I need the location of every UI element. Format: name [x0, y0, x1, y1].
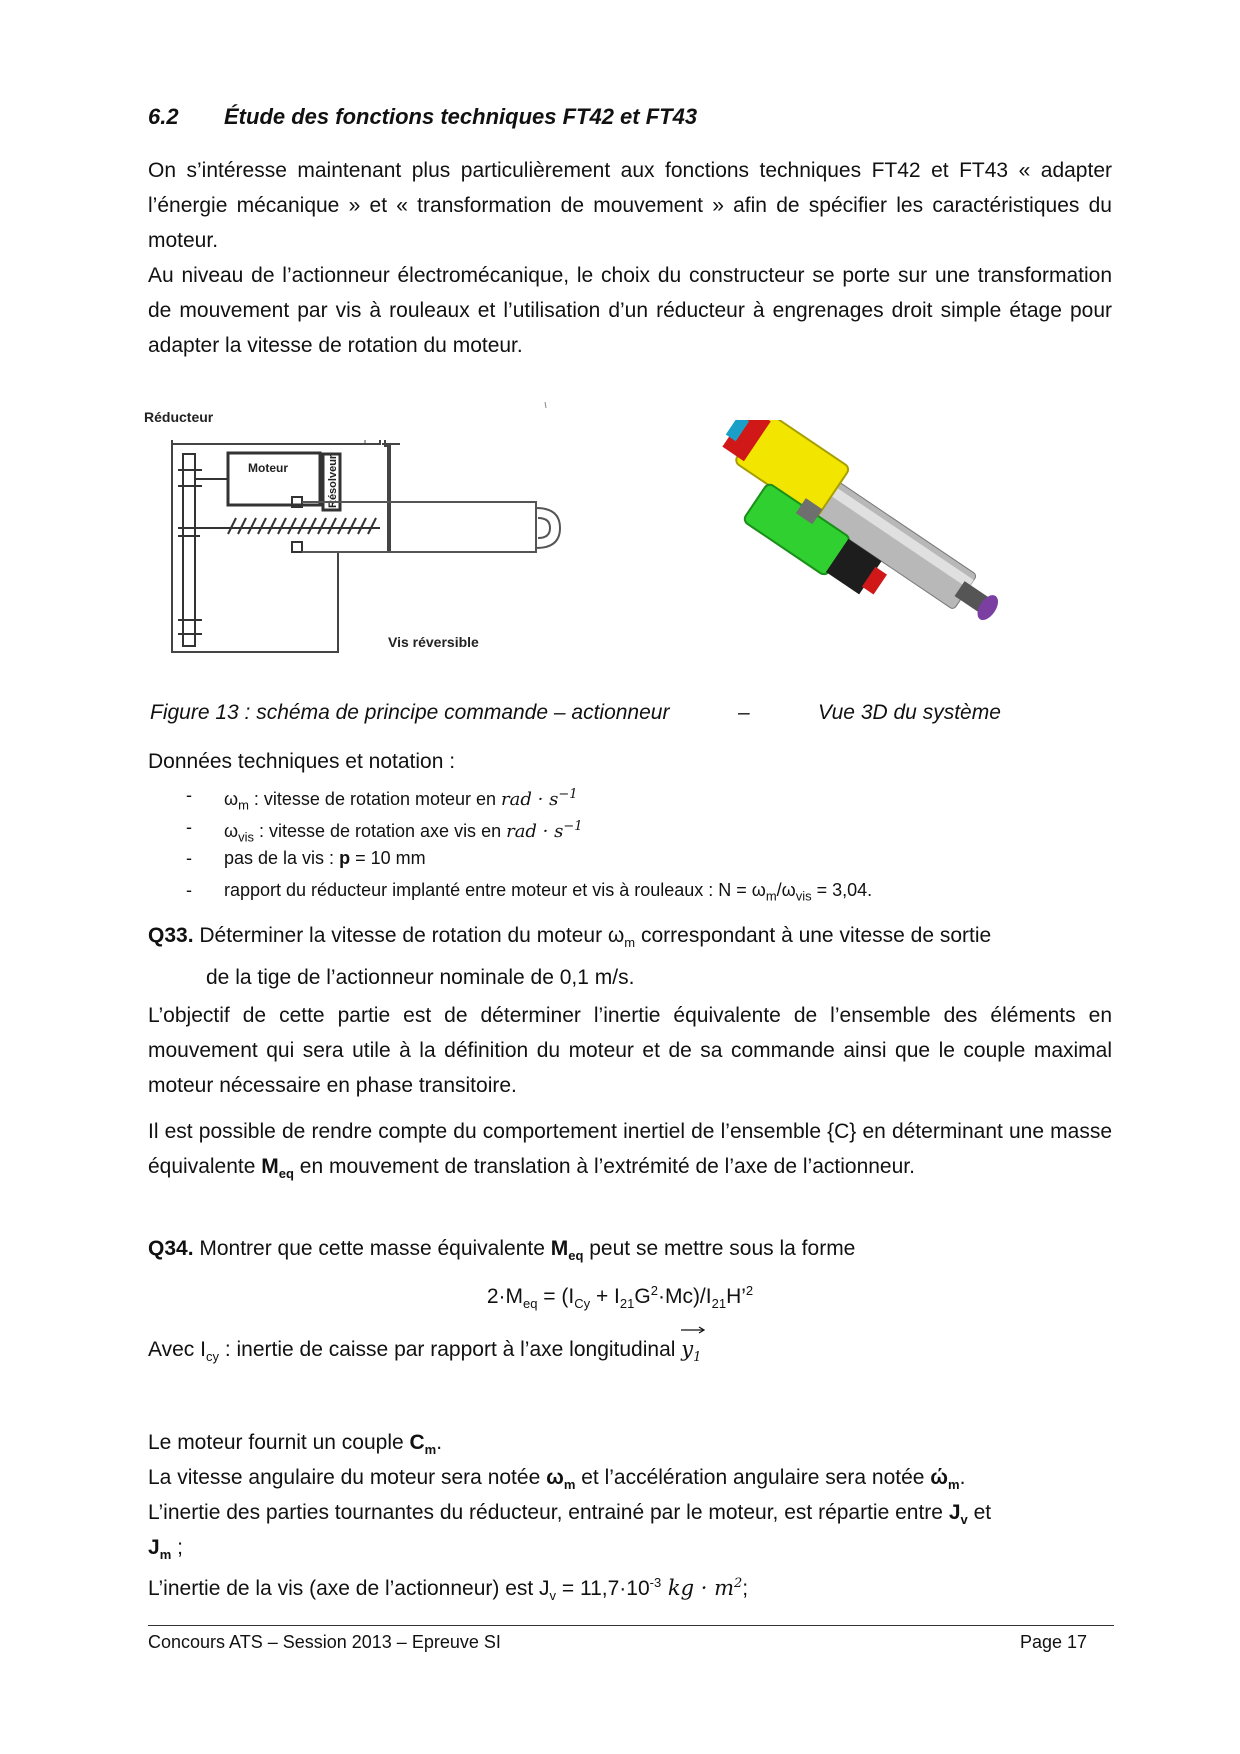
- y1-vector: $y_1$: [681, 1332, 701, 1375]
- intro-paragraph-1: On s’intéresse maintenant plus particulièrement aux fonctions techniques FT42 et FT43 « adapter l’énergie mécanique » et « transformation de mouvement » afin de spécifier les caractéristiques du moteur.: [148, 159, 1112, 252]
- document-page: 6.2 Étude des fonctions techniques FT42 et FT43 On s’intéresse maintenant plus particulièrement aux fonctions techniques FT42 et FT43 « adapter l’énergie mécanique » et « transformation de mouvement » afin de spécifier les caractéristiques du moteur. Au niveau de l’actionneur électromécanique, le choix du constructeur se porte sur une transformation de mouvement par vis à rouleaux et l’utilisation d’un réducteur à engrenages droit simple étage pour adapter la vitesse de rotation du moteur. Réducteur Moteur Résolveur Vis réversible Figure 13 : schéma de principe commande – actionneur – Vue 3D du système Données techniques et notation : - $\omega_m$ : vitesse de rotation moteur en rad · $s^{-1}$ - $\omega_{vis}$ : vitesse de rotation axe vis en rad · $s^{-1}$ - pas de la vis : p = 10 mm - rapport du réducteur implanté entre moteur et vis à rouleaux : $N = \omega_m/\omega_{vis} = 3,04$. Q33. Déterminer la vitesse de rotation du moteur $\omega_m$ correspondant à une vitesse de sortie de la tige de l’actionneur nominale de 0,1 m/s. L’objectif de cette partie est de déterminer l’inertie équivalente de l’ensemble des éléments en mouvement qui sera utile à la définition du moteur et de sa commande ainsi que le couple maximal moteur nécessaire en phase transitoire. Il est possible de rendre compte du comportement inertiel de l’ensemble {C} en déterminant une masse équivalente $M_{eq}$ en mouvement de translation à l’extrémité de l’axe de l’actionneur. Q34. Montrer que cette masse équivalente $M_{eq}$ peut se mettre sous la forme $2\cdot M_{eq} = (I_{Cy}$ + $I_{21}G^2\cdot Mc)/I_{21}H’^2$ Avec $I_{cy}$ : inertie de caisse par rapport à l’axe longitudinal $y_1$ Le moteur fournit un couple $C_m$. La vitesse angulaire du moteur sera notée $\omega_m$ et l’accélération angulaire sera notée $ώ_m$. L’inertie des parties tournantes du réducteur, entrainé par le moteur, est répartie entre $J_v$ et $J_m$ ; L’inertie de la vis (axe de l’actionneur) est $J_v = 11,7\cdot 10^{-3}$ kg · $m^2$; Concours ATS – Session 2013 – Epreuve SI Page 17: [0, 0, 1240, 1754]
- section-title: Étude des fonctions techniques FT42 et FT43: [224, 104, 698, 129]
- page-number: Page 17: [1020, 1632, 1088, 1652]
- caption-dash: –: [738, 701, 750, 724]
- vis-threads: [228, 518, 376, 534]
- equivalent-mass-formula: $2\cdot M_{eq} = (I_{Cy}$ + $I_{21}G^2\cdot Mc)/I_{21}H’^2$: [486, 1283, 754, 1312]
- section-number: 6.2: [148, 104, 179, 129]
- figure-caption: [150, 701, 1050, 725]
- moteur-line-1: Le moteur fournit un couple $C_m$.: [148, 1431, 443, 1458]
- footer-left: Concours ATS – Session 2013 – Epreuve SI: [148, 1632, 501, 1652]
- moteur-line-5: L’inertie de la vis (axe de l’actionneur) est $J_v = 11,7\cdot 10^{-3}$ kg · $m^2$;: [148, 1575, 749, 1604]
- question-33: Q33. Déterminer la vitesse de rotation du moteur $\omega_m$ correspondant à une vitesse de sortie de la tige de l’actionneur nominale de 0,1 m/s.: [148, 924, 992, 990]
- masse-paragraph: Il est possible de rendre compte du comportement inertiel de l’ensemble {C} en déterminant une masse équivalente $M_{eq}$ en mouvement de translation à l’extrémité de l’axe de l’actionneur.: [148, 1120, 1112, 1182]
- intro-paragraph-2: Au niveau de l’actionneur électromécanique, le choix du constructeur se porte sur une transformation de mouvement par vis à rouleaux et l’utilisation d’un réducteur à engrenages droit simple étage pour adapter la vitesse de rotation du moteur.: [148, 264, 1112, 357]
- moteur-line-4: $J_m$ ;: [148, 1536, 183, 1563]
- resolveur-label: Résolveur: [327, 454, 339, 508]
- moteur-line-2: La vitesse angulaire du moteur sera notée $\omega_m$ et l’accélération angulaire sera notée $ώ_m$.: [148, 1466, 966, 1493]
- q34-label: Q34.: [148, 1237, 194, 1260]
- moteur-label: Moteur: [248, 461, 288, 475]
- actuator-3d-view: [680, 420, 1020, 660]
- gear-pair: [183, 454, 195, 646]
- schematic-diagram: [140, 402, 620, 662]
- footer-divider: [148, 1625, 1114, 1626]
- data-heading: Données techniques et notation :: [148, 750, 456, 773]
- avec-line: Avec $I_{cy}$ : inertie de caisse par rapport à l’axe longitudinal $y_1$: [148, 1332, 1112, 1375]
- gearbox-frame: [172, 440, 380, 444]
- objective-paragraph: L’objectif de cette partie est de déterminer l’inertie équivalente de l’ensemble des éléments en mouvement qui sera utile à la définition du moteur et de sa commande ainsi que le couple maximal moteur nécessaire en phase transitoire.: [148, 1004, 1112, 1097]
- section-heading: [148, 104, 697, 130]
- caption-text: Figure 13 : schéma de principe commande – actionneur: [150, 701, 670, 724]
- moteur-line-3: L’inertie des parties tournantes du réducteur, entrainé par le moteur, est répartie entre $J_v$ et: [148, 1501, 992, 1528]
- caption-3d: Vue 3D du système: [818, 701, 1001, 724]
- reducteur-label: Réducteur: [144, 409, 214, 425]
- q33-label: Q33.: [148, 924, 194, 947]
- vis-label: Vis réversible: [388, 634, 479, 650]
- question-34: Q34. Montrer que cette masse équivalente $M_{eq}$ peut se mettre sous la forme: [148, 1237, 856, 1264]
